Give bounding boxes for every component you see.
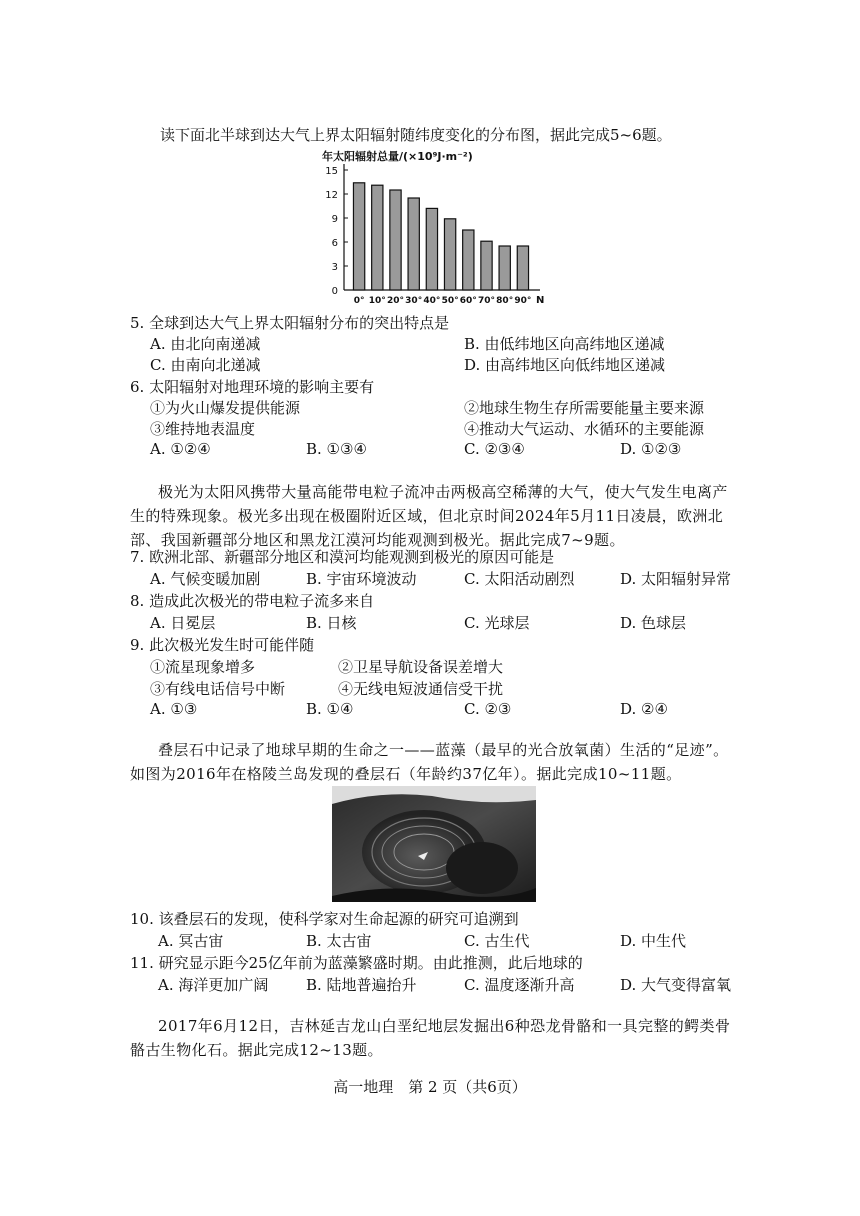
q9-stem: 9. 此次极光发生时可能伴随 bbox=[130, 636, 315, 654]
q6-statement-2: ②地球生物生存所需要能量主要来源 bbox=[464, 399, 705, 417]
q6-option-d: D. ①②③ bbox=[620, 440, 682, 458]
chart-xtick-label: 20° bbox=[386, 296, 405, 306]
chart-ytick-label: 6 bbox=[331, 238, 338, 249]
chart-bar bbox=[372, 185, 383, 290]
q9-statement-4: ④无线电短波通信受干扰 bbox=[338, 680, 504, 698]
q9-statement-3: ③有线电话信号中断 bbox=[150, 680, 286, 698]
q6-statement-1: ①为火山爆发提供能源 bbox=[150, 399, 301, 417]
chart-bar bbox=[517, 246, 528, 290]
chart-bar bbox=[481, 241, 492, 290]
stromatolite-photo bbox=[332, 786, 536, 902]
chart-bar bbox=[426, 208, 437, 290]
chart-ytick-label: 9 bbox=[331, 214, 338, 225]
chart-xtick-label: 0° bbox=[353, 296, 365, 306]
q7-option-c: C. 太阳活动剧烈 bbox=[464, 570, 575, 588]
solar-radiation-chart bbox=[318, 148, 558, 308]
chart-xtick-label: 50° bbox=[441, 296, 459, 306]
q10-stem: 10. 该叠层石的发现，使科学家对生命起源的研究可追溯到 bbox=[130, 910, 519, 928]
q11-option-d: D. 大气变得富氧 bbox=[620, 976, 732, 994]
q6-option-b: B. ①③④ bbox=[306, 440, 367, 458]
q10-option-c: C. 古生代 bbox=[464, 932, 530, 950]
q11-option-c: C. 温度逐渐升高 bbox=[464, 976, 575, 994]
q7-option-a: A. 气候变暖加剧 bbox=[150, 570, 261, 588]
intro-10-11: 叠层石中记录了地球早期的生命之一——蓝藻（最早的光合放氧菌）生活的“足迹”。如图为2016年在格陵兰岛发现的叠层石（年龄约37亿年）。据此完成10~11题。 bbox=[130, 741, 729, 783]
q8-stem: 8. 造成此次极光的带电粒子流多来自 bbox=[130, 592, 375, 610]
q7-stem: 7. 欧洲北部、新疆部分地区和漠河均能观测到极光的原因可能是 bbox=[130, 548, 555, 566]
q5-stem: 5. 全球到达大气上界太阳辐射分布的突出特点是 bbox=[130, 314, 450, 332]
chart-x-unit: N bbox=[536, 295, 545, 306]
q5-option-a: A. 由北向南递减 bbox=[150, 335, 261, 353]
chart-bar bbox=[353, 183, 364, 290]
q10-option-a: A. 冥古宙 bbox=[158, 932, 224, 950]
chart-xtick-label: 80° bbox=[496, 296, 514, 306]
chart-ytick-label: 15 bbox=[325, 166, 338, 177]
q11-stem: 11. 研究显示距今25亿年前为蓝藻繁盛时期。由此推测，此后地球的 bbox=[130, 954, 583, 972]
chart-xtick-label: 30° bbox=[405, 296, 423, 306]
q7-option-b: B. 宇宙环境波动 bbox=[306, 570, 417, 588]
chart-bar bbox=[390, 190, 401, 290]
q6-statement-4: ④推动大气运动、水循环的主要能源 bbox=[464, 420, 705, 438]
chart-bar bbox=[408, 198, 419, 290]
chart-bar bbox=[444, 219, 455, 290]
q6-statement-3: ③维持地表温度 bbox=[150, 420, 256, 438]
intro-12-13: 2017年6月12日，吉林延吉龙山白垩纪地层发掘出6种恐龙骨骼和一具完整的鳄类骨骼古生物化石。据此完成12~13题。 bbox=[130, 1017, 731, 1059]
q10-option-d: D. 中生代 bbox=[620, 932, 687, 950]
q6-option-a: A. ①②④ bbox=[150, 440, 211, 458]
q6-stem: 6. 太阳辐射对地理环境的影响主要有 bbox=[130, 378, 375, 396]
chart-xtick-label: 60° bbox=[459, 296, 477, 306]
q9-statement-2: ②卫星导航设备误差增大 bbox=[338, 658, 504, 676]
chart-xtick-label: 90° bbox=[514, 296, 532, 306]
chart-ytick-label: 3 bbox=[331, 262, 338, 273]
q8-option-b: B. 日核 bbox=[306, 614, 357, 632]
chart-ylabel: 年太阳辐射总量/(×10⁹J·m⁻²) bbox=[322, 150, 473, 163]
q11-option-b: B. 陆地普遍抬升 bbox=[306, 976, 417, 994]
q9-option-d: D. ②④ bbox=[620, 700, 668, 718]
q8-option-d: D. 色球层 bbox=[620, 614, 687, 632]
chart-ytick-label: 0 bbox=[331, 286, 338, 297]
q5-option-b: B. 由低纬地区向高纬地区递减 bbox=[464, 335, 665, 353]
q10-option-b: B. 太古宙 bbox=[306, 932, 372, 950]
chart-ytick-label: 12 bbox=[325, 190, 338, 201]
q5-option-c: C. 由南向北递减 bbox=[150, 356, 261, 374]
chart-bar bbox=[463, 230, 474, 290]
q8-option-a: A. 日冕层 bbox=[150, 614, 216, 632]
q9-statement-1: ①流星现象增多 bbox=[150, 658, 256, 676]
intro-5-6: 读下面北半球到达大气上界太阳辐射随纬度变化的分布图，据此完成5~6题。 bbox=[160, 126, 672, 144]
chart-xtick-label: 10° bbox=[368, 296, 386, 306]
q9-option-a: A. ①③ bbox=[150, 700, 198, 718]
q8-option-c: C. 光球层 bbox=[464, 614, 530, 632]
q5-option-d: D. 由高纬地区向低纬地区递减 bbox=[464, 356, 666, 374]
q9-option-c: C. ②③ bbox=[464, 700, 512, 718]
q11-option-a: A. 海洋更加广阔 bbox=[158, 976, 269, 994]
chart-bar bbox=[499, 246, 510, 290]
intro-7-9: 极光为太阳风携带大量高能带电粒子流冲击两极高空稀薄的大气，使大气发生电离产生的特殊现象。极光多出现在极圈附近区域，但北京时间2024年5月11日凌晨，欧洲北部、我国新疆部分地区和黑龙江漠河均能观测到极光。据此完成7~9题。 bbox=[130, 483, 728, 549]
q7-option-d: D. 太阳辐射异常 bbox=[620, 570, 732, 588]
q9-option-b: B. ①④ bbox=[306, 700, 354, 718]
chart-xtick-label: 70° bbox=[477, 296, 496, 306]
q6-option-c: C. ②③④ bbox=[464, 440, 525, 458]
page-footer: 高一地理 第 2 页（共6页） bbox=[333, 1078, 527, 1096]
chart-xtick-label: 40° bbox=[423, 296, 441, 306]
